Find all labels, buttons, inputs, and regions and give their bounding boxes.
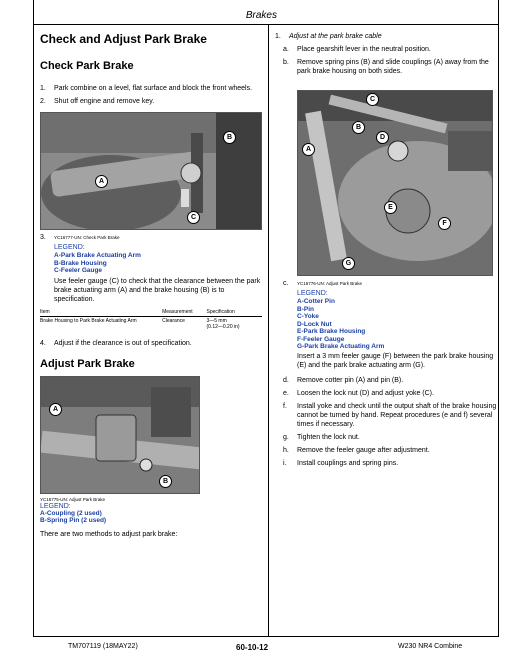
legend-item: A-Coupling (2 used) — [40, 509, 102, 517]
substep-text: Tighten the lock nut. — [297, 433, 360, 441]
callout-b: B — [352, 121, 365, 134]
step-2 — [40, 97, 262, 106]
footer-doc-id: TM707119 (18MAY22) — [68, 643, 138, 650]
substep-letter: c. — [283, 280, 289, 287]
legend-item: B-Spring Pin (2 used) — [40, 517, 107, 524]
substep-letter: b. — [283, 59, 289, 66]
methods-text: There are two methods to adjust park brake: — [40, 530, 178, 538]
substep-letter: d. — [283, 376, 289, 384]
coupling-photo-illustration — [41, 377, 200, 494]
callout-c: C — [366, 93, 379, 106]
callout-e: E — [384, 201, 397, 214]
header-rule — [33, 24, 499, 25]
substep-text: Loosen the lock nut (D) and adjust yoke (C). — [297, 389, 434, 397]
table-header-specification: Specification — [206, 308, 262, 317]
footer-model: W230 NR4 Combine — [398, 643, 463, 650]
substep-text: Remove cotter pin (A) and pin (B). — [297, 376, 404, 384]
spec-imperial: (0.12—0.20 in) — [206, 323, 240, 330]
step-number: 4. — [40, 339, 46, 347]
substep-g — [283, 433, 497, 442]
legend-item: B-Brake Housing — [54, 259, 107, 267]
step-number: 2. — [40, 98, 46, 105]
figure-caption: YC16777-UN: Check Park Brake — [54, 235, 120, 240]
step-4 — [40, 339, 262, 348]
substep-letter: g. — [283, 433, 289, 441]
step-text: Shut off engine and remove key. — [54, 98, 155, 105]
cable-photo-illustration — [298, 91, 493, 276]
adjust-park-brake-heading: Adjust Park Brake — [40, 357, 135, 370]
right-column — [275, 32, 497, 472]
substep-letter: e. — [283, 389, 289, 397]
table-cell-item: Brake Housing to Park Brake Actuating Arm — [40, 317, 137, 324]
substep-letter: a. — [283, 46, 289, 53]
legend-item: G-Park Brake Actuating Arm — [297, 343, 385, 350]
spec-metric: 3—5 mm — [206, 317, 227, 324]
substep-c-text: Insert a 3 mm feeler gauge (F) between the park brake housing (E) and the park brake actuating arm (G). — [297, 352, 494, 369]
legend-item: A-Cotter Pin — [297, 298, 335, 305]
substep-text: Install yoke and check until the output shaft of the brake housing cannot be turned by hand. Repeat procedures (e and f) several times if necessary. — [297, 402, 497, 428]
legend-item: F-Feeler Gauge — [297, 335, 345, 343]
table-row — [40, 316, 262, 331]
callout-c: C — [187, 211, 200, 224]
step-number: 1. — [275, 33, 281, 40]
substep-text: Place gearshift lever in the neutral position. — [297, 46, 431, 53]
legend-item: D-Lock Nut — [297, 320, 332, 328]
substep-d — [283, 376, 497, 385]
callout-b: B — [223, 131, 236, 144]
callout-f: F — [438, 217, 451, 230]
spec-table — [40, 308, 262, 331]
substep-b — [283, 58, 497, 76]
figure-caption: YC16775-UN: Adjust Park Brake — [40, 496, 106, 502]
legend-title: LEGEND: — [54, 244, 85, 251]
step-3-text: Use feeler gauge (C) to check that the clearance between the park brake actuating arm (A) and the brake housing (B) is to specification. — [54, 277, 261, 303]
figure-caption: YC16776-UN: Adjust Park Brake — [297, 281, 363, 286]
callout-d: D — [376, 131, 389, 144]
substep-f — [283, 402, 497, 429]
column-divider — [268, 24, 269, 636]
legend-title: LEGEND: — [40, 502, 71, 510]
legend-item: C-Yoke — [297, 313, 319, 320]
check-park-brake-heading: Check Park Brake — [40, 60, 134, 72]
callout-g: G — [342, 257, 355, 270]
footer-page-number: 60-10-12 — [236, 643, 269, 652]
table-header-item: Item — [40, 308, 162, 317]
callout-a: A — [302, 143, 315, 156]
substep-text: Remove the feeler gauge after adjustment. — [297, 446, 430, 454]
step-text: Park combine on a level, flat surface and block the front wheels. — [54, 85, 253, 92]
adjust-park-brake-figure — [40, 376, 200, 494]
page-title: Check and Adjust Park Brake — [40, 32, 207, 46]
table-cell-specification — [206, 316, 262, 331]
substep-text: Remove spring pins (B) and slide couplings (A) away from the park brake housing on both sides. — [297, 59, 489, 75]
footer-rule — [33, 636, 499, 637]
substep-h — [283, 446, 497, 455]
step-number: 3. — [40, 234, 46, 241]
check-park-brake-figure — [40, 112, 262, 230]
callout-b: B — [159, 475, 172, 488]
substep-letter: h. — [283, 446, 289, 454]
step-text: Adjust at the park brake cable — [289, 33, 382, 40]
section-header: Brakes — [245, 10, 277, 21]
table-header-measurement: Measurement — [162, 308, 206, 317]
left-column — [40, 32, 262, 539]
step-3 — [40, 233, 262, 304]
substep-letter: f. — [283, 402, 287, 410]
legend-item: E-Park Brake Housing — [297, 328, 366, 335]
substep-e — [283, 389, 497, 398]
step-text: Adjust if the clearance is out of specification. — [54, 339, 192, 347]
legend-title: LEGEND: — [297, 290, 328, 297]
legend-item: A-Park Brake Actuating Arm — [54, 252, 141, 259]
substep-c — [275, 279, 497, 370]
step-1 — [40, 84, 262, 93]
substep-text: Install couplings and spring pins. — [297, 459, 399, 467]
substep-i — [283, 459, 497, 468]
legend-item: B-Pin — [297, 305, 314, 313]
callout-a: A — [95, 175, 108, 188]
substep-a — [283, 45, 497, 54]
substep-letter: i. — [283, 459, 287, 467]
brake-cable-figure — [297, 90, 493, 276]
table-cell-measurement: Clearance — [162, 317, 185, 324]
callout-a: A — [49, 403, 62, 416]
legend-item: C-Feeler Gauge — [54, 267, 103, 274]
step-1-cable — [275, 32, 497, 41]
step-number: 1. — [40, 85, 46, 92]
